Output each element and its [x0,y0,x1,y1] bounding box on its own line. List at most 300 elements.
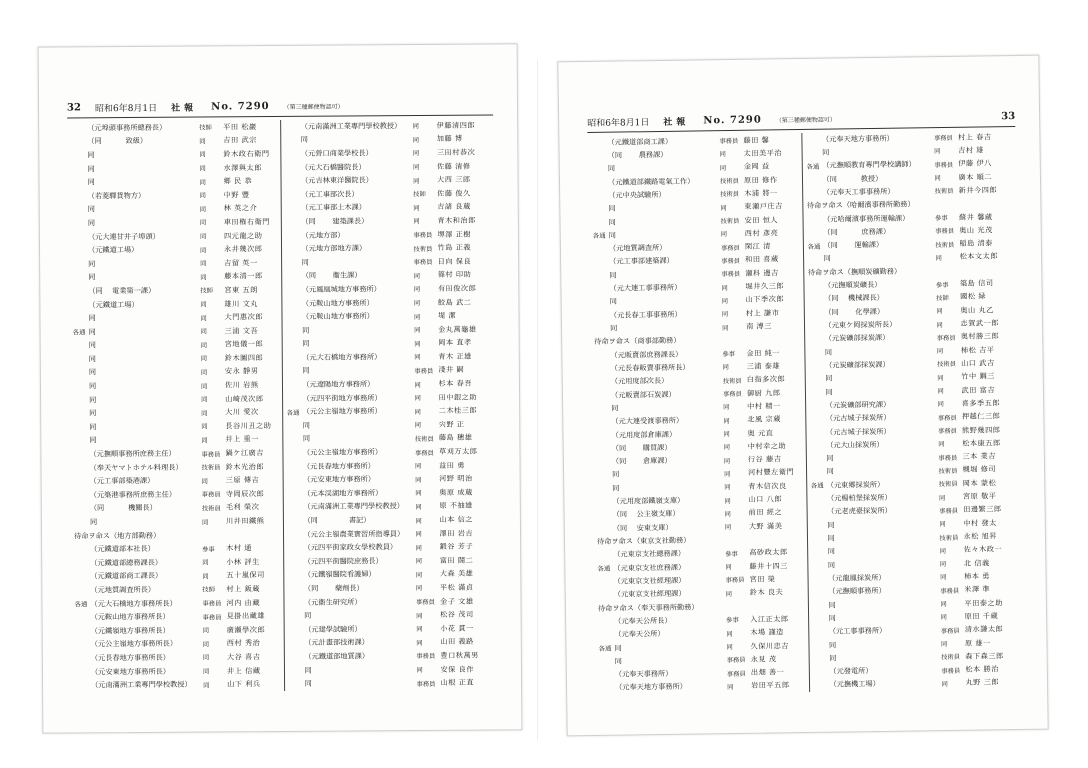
person-name: 水澤與太郎 [223,162,262,172]
former-post: （元鐵道部總務課長） [90,557,163,568]
person-name: 中野 豐 [223,189,250,200]
former-post: （同 購買課） [611,442,672,453]
personnel-entry [287,418,492,433]
former-post: （元南滿洲工業專門學校教授） [303,501,404,512]
personnel-entry [285,241,490,256]
rank: 同 [724,497,731,505]
personnel-entry [288,581,493,596]
grouping-mark: 各通 [806,162,820,171]
personnel-entry [286,268,491,283]
personnel-entry [73,433,278,448]
person-name: 白指多次郎 [746,374,786,385]
right-page [557,55,1048,737]
personnel-entry [285,132,490,147]
rank: 同 [727,683,734,692]
personnel-entry [288,594,493,609]
rank: 參事 [725,550,738,558]
former-post: 同 [828,640,837,650]
former-post: （元鐵道工場） [87,245,139,255]
section-heading: 待命ヲ命ス（撫順炭礦勤務） [807,266,902,277]
rank: 技術員 [938,467,958,476]
personnel-entry [75,650,280,665]
rank: 同 [935,255,942,263]
rank: 同 [200,247,207,255]
person-name: 奥 元直 [747,427,774,438]
personnel-entry [73,324,278,339]
section-heading: 待命ヲ命ス（商事部勤務） [594,336,681,347]
person-name: 大野 滿美 [748,521,783,531]
former-post: 同 [825,373,833,383]
former-post: 同 [89,422,97,432]
person-name: 鍋ケ江廣吉 [225,448,264,458]
person-name: 河内 由藏 [226,597,261,607]
rank: 同 [414,340,421,348]
section-heading: 待命ヲ命ス（哈爾濱事務所勤務） [806,199,915,211]
former-post: 同 [609,270,617,280]
former-post: （元奉天地方事務所） [614,682,688,693]
former-post: 同 [614,656,622,666]
former-post: （若菱驛貨物方） [87,190,146,201]
former-post: （元工事部次長） [301,189,359,199]
rank: 參事 [935,281,949,289]
rank: 同 [200,260,207,268]
rank: 同 [723,444,731,452]
rank: 技術員 [201,464,221,472]
personnel-entry [285,187,490,202]
rank: 同 [724,510,731,519]
rank: 事務員 [415,599,435,607]
person-name: 杉本 春吾 [438,378,473,388]
former-post: （元鐵道部商工課） [607,136,673,147]
grouping-mark: 各通 [286,408,300,417]
rank: 同 [201,519,209,527]
section-heading: 待命ヲ命ス（東京支社勤務） [596,535,691,546]
person-name: 閑江 清 [744,241,771,251]
rank: 同 [936,348,944,356]
personnel-column [280,119,497,691]
rank: 事務員 [939,507,959,516]
rank: 同 [939,521,946,529]
person-name: 太田美平治 [743,148,783,158]
person-name: 奥村勝三郎 [960,331,1000,342]
former-post: （元炭礦部採炭課） [825,359,890,370]
person-name: 森下森三郎 [965,651,1004,661]
rank: 同 [721,297,729,306]
person-name: 志賀武一郎 [960,318,1000,328]
former-post: （元大石橋地方事務所長） [90,598,177,608]
former-post: （元鞍山地方事務所） [301,311,374,321]
grouping-mark: 各通 [598,644,612,653]
personnel-entry [74,569,279,584]
person-name: 平松 滿貞 [439,582,474,592]
former-post: 同 [612,470,620,480]
person-name: 大川 愛次 [225,407,259,417]
former-post: （元衞生研究所） [303,597,362,607]
former-post: （元販賣部石炭課） [610,389,676,400]
former-post: （元四平街家政女學校教員） [303,542,398,553]
former-post: 同 [300,135,308,145]
rank: 同 [941,680,948,689]
personnel-column [587,133,808,695]
rank: 同 [412,136,420,144]
person-name: 青木信次良 [748,481,787,491]
personnel-entry [72,256,277,271]
former-post: （元長春地方事務所） [303,460,375,471]
former-post: （元鐵道工場） [88,299,139,309]
rank: 同 [199,219,207,228]
person-name: 林 英之介 [223,203,258,213]
person-name: 大森 美雄 [439,569,474,579]
former-post: （元鐵嶺地方事務所長） [90,625,170,636]
rank: 同 [723,404,730,412]
person-name: 喜多季五郎 [961,398,1001,408]
person-name: 小林 評生 [226,556,260,567]
personnel-entry [74,541,279,556]
person-name: 松谷 茂司 [440,609,474,620]
rank: 同 [202,559,209,567]
rank: 參事 [202,546,215,554]
rank: 事務員 [414,367,434,376]
rank: 事務員 [725,577,745,585]
rank: 同 [413,272,421,280]
former-post: 同 [612,483,620,493]
rank: 事務員 [719,138,739,146]
person-name: 堀井久三郎 [745,281,784,291]
rank: 同 [725,590,733,598]
personnel-entry [286,350,491,365]
person-name: 柿松 吉平 [960,344,995,355]
personnel-entry [285,146,490,161]
former-post: （元工事部築港課） [89,476,155,486]
former-post: （同 建築課長） [301,216,369,226]
rank: 事務員 [720,244,740,252]
rank: 同 [416,667,423,675]
former-post: 同 [89,394,97,405]
rank: 事務員 [933,135,953,143]
issue-date: 昭和6年8月1日 [587,117,650,129]
rank: 同 [202,668,210,676]
rank: 同 [413,218,420,226]
former-post: （元南滿洲工業專門學校教授） [91,679,192,690]
person-name: 村上 鈑蔵 [226,584,260,594]
former-post: 同 [608,230,617,240]
rank: 同 [199,151,206,160]
former-post: （元用度部次長） [610,376,669,386]
former-post: （元築港事務所庶務主任） [89,489,177,500]
rank: 同 [723,417,730,425]
person-name: 青木 正雄 [438,351,472,361]
person-name: 大西 三郎 [437,174,471,185]
rank: 同 [415,571,423,579]
former-post: （元大山採炭所） [826,439,884,450]
personnel-entry [285,119,490,134]
former-post: （元鐵嶺醫院看護婦） [303,569,376,580]
personnel-entry [73,378,278,393]
rank: 同 [414,408,421,416]
former-post: （元大連甘井子埠頭） [87,231,160,241]
former-post: （元販賣部庶務課長） [610,349,683,360]
rank: 同 [202,627,210,635]
former-post: （元撫順教育專門學校講師） [822,159,916,170]
person-name: 山田 義路 [440,637,474,647]
rank: 事務員 [938,454,958,462]
personnel-entry [285,159,490,174]
person-name: 佐藤 清修 [436,161,471,171]
rank: 同 [726,644,733,652]
person-name: 篠村 印助 [437,269,472,280]
person-name: 北風 宗蔵 [747,414,781,424]
rank: 同 [939,547,947,555]
rank: 同 [724,470,731,479]
person-name: 中村 發太 [963,518,997,528]
person-name: 竹島 正義 [437,242,472,253]
personnel-entry [287,458,492,473]
former-post: 同 [87,204,95,214]
former-post: 同 [88,272,96,282]
rank: 同 [936,321,943,329]
person-name: 西村 彥亮 [744,228,779,238]
former-post: （元炭礦部採炭課） [824,333,890,344]
personnel-entry [72,215,277,230]
rank: 同 [939,561,947,569]
rank: 技師 [199,124,212,132]
former-post: （元埠頭事務所總務長） [87,122,167,133]
person-name: 原 雄一 [964,637,991,648]
rank: 同 [200,369,208,377]
person-name: 奥山 丸乙 [960,305,994,315]
former-post: （元南滿洲工業專門學校教授） [300,120,402,131]
publication-title: 社報 [171,103,198,114]
rank: 同 [726,630,733,638]
rank: 同 [202,654,210,662]
person-name: 長谷川丑之助 [225,420,272,431]
person-name: 田中銀之助 [438,392,478,402]
person-name: 前田 經之 [748,507,783,518]
person-name: 田邊繁三郎 [963,504,1002,515]
person-name: 宍野 正 [438,419,465,429]
person-name: 青木和治郎 [437,215,476,225]
rank: 技術員 [413,245,433,253]
rank: 同 [413,204,420,212]
rank: 同 [722,324,729,332]
person-name: 三浦 泰雄 [746,361,781,371]
person-name: 吉留 英一 [224,257,258,268]
rank: 同 [934,175,941,183]
former-post: （元鐵道部本社長） [90,544,155,554]
person-name: 山口 武吉 [961,358,995,368]
person-name: 鈴木光治郎 [225,461,265,472]
former-post: （元地方部地方課） [301,243,367,253]
personnel-entry [72,242,277,257]
former-post: （元長春地方事務所長） [90,652,170,663]
former-post: 同 [302,325,310,335]
person-name: 安保 良作 [440,664,475,674]
rank: 同 [937,388,944,396]
former-post: 同 [823,254,831,264]
person-name: 三田村恭次 [436,147,476,157]
personnel-entry [73,405,278,420]
rank: 同 [201,478,208,486]
person-name: 鮫島 武二 [437,297,472,307]
rank: 同 [721,311,729,319]
person-name: 二木桂三郎 [438,405,478,416]
former-post: （元鳳凰城地方事務所） [301,284,381,294]
person-name: 熊野幾四郎 [961,424,1001,435]
person-name: 築島 信司 [959,278,994,288]
personnel-entry [72,297,277,312]
person-name: 安永 靜男 [224,366,259,376]
former-post: （元用度部倉庫課） [611,429,677,440]
rank: 同 [199,165,206,173]
rank: 事務員 [937,427,957,436]
publication-title: 社報 [663,117,690,128]
former-post: （同 安東支庫） [612,522,673,533]
rank: 技術員 [201,505,221,513]
person-name: 吉村 雄 [958,145,985,155]
former-post: 同 [609,323,618,333]
rank: 同 [201,423,208,431]
person-name: 四元龍之助 [223,230,263,240]
person-name: 岡本 蒙松 [962,478,997,488]
rank: 同 [412,164,420,172]
personnel-entry [73,365,278,380]
grouping-mark: 各通 [592,232,606,241]
rank: 技師 [202,586,216,595]
personnel-entry [813,676,1019,692]
page-header [67,97,493,119]
person-name: 山口 八郎 [748,494,783,504]
former-post: 同 [89,517,98,527]
person-name: 車田権右衛門 [223,217,271,227]
binding-gutter [537,60,538,740]
personnel-entry [288,649,493,664]
personnel-entry [287,445,492,460]
left-columns [67,119,497,693]
personnel-entry [73,446,278,461]
former-post: 同 [607,163,616,173]
person-name: 井上 信藏 [226,665,261,675]
rank: 同 [415,517,422,525]
rank: 同 [940,574,947,582]
rank: 同 [200,315,207,323]
rank: 事務員 [726,657,746,665]
postal-note: （第三種郵便物認可） [283,103,344,111]
rank: 同 [201,437,208,445]
person-name: 原田 修作 [743,174,778,185]
personnel-entry [287,390,492,405]
rank: 同 [412,123,419,131]
former-post: 同 [88,367,97,377]
rank: 事務員 [416,680,436,688]
former-post: （元營口商業學校長） [300,148,373,158]
personnel-entry [288,635,493,650]
rank: 同 [200,301,207,309]
person-name: 藤本清一郎 [224,271,263,281]
rank: 同 [414,381,421,389]
person-name: 永井幾次郎 [223,244,263,254]
person-name: 雄川 文丸 [224,298,258,308]
rank: 同 [202,641,210,649]
personnel-entry [74,596,279,611]
rank: 同 [416,612,423,620]
person-name: 河野 明治 [439,473,473,484]
person-name: 廣瀬學次郎 [226,624,266,635]
personnel-entry [287,431,492,446]
former-post: 同 [609,296,617,307]
person-name: 佐川 岩熊 [224,380,259,390]
rank: 事務員 [940,587,960,595]
former-post: 同 [611,403,619,413]
personnel-entry [287,404,492,419]
person-name: 槻堀 修司 [962,464,997,475]
former-post: 同 [827,533,835,543]
former-post: （同 運輸課） [823,240,884,250]
person-name: 五十嵐保司 [226,570,265,580]
person-name: 鍛谷 芳子 [439,541,474,552]
rank: 同 [413,313,421,321]
rank: 同 [415,585,423,593]
personnel-entry [286,282,491,297]
person-name: 松本 勝治 [965,664,999,674]
former-post: （元工事部建築課） [609,256,674,267]
former-post: 同 [828,613,836,623]
former-post: （元奉天公所長） [614,615,672,626]
person-name: 鈴木 良夫 [749,587,784,598]
former-post: （奉天ヤマトホテル料理長） [89,462,183,472]
former-post: 同 [829,653,837,663]
person-name: 山崎茂次郎 [225,393,264,404]
rank: 技術員 [719,177,739,186]
person-name: 蘇井 馨蔵 [958,211,993,222]
personnel-entry [286,254,491,269]
rank: 同 [720,204,727,212]
rank: 同 [938,441,945,449]
person-name: 河村豐左衛門 [748,467,795,478]
person-name: 淺井 嗣 [438,365,465,375]
rank: 同 [200,342,208,350]
person-name: 山下 利兵 [227,679,261,689]
person-name: 廣本 順二 [958,171,993,182]
person-name: 金岡 益 [743,161,770,172]
former-post: （同 庶務課） [823,226,891,237]
rank: 同 [724,524,732,532]
person-name: 南 溥三 [745,321,772,331]
personnel-entry [286,322,491,337]
personnel-entry [73,351,278,366]
rank: 同 [199,233,207,241]
grouping-mark: 各通 [74,600,88,609]
former-post: （元東ケ岡採炭所長） [824,319,897,330]
person-name: 三本 業吉 [962,451,996,461]
rank: 技術員 [941,654,961,662]
person-name: 新井今四郎 [958,185,998,195]
person-name: 松本康五郎 [962,438,1001,448]
former-post: （元奉天事務所） [614,669,673,679]
personnel-entry [288,554,493,569]
personnel-column [67,120,283,692]
person-name: 毛利 榮次 [225,502,260,512]
rank: 技師 [413,191,426,199]
personnel-entry [72,202,277,217]
rank: 參事 [934,214,948,223]
person-name: 奥山 光茂 [959,225,993,235]
personnel-entry [74,582,279,597]
former-post: （元鞍山地方事務所） [301,297,374,308]
right-columns [587,130,1023,695]
page-number: 33 [1001,110,1016,122]
personnel-entry [75,664,280,679]
former-post: 同 [87,177,95,187]
